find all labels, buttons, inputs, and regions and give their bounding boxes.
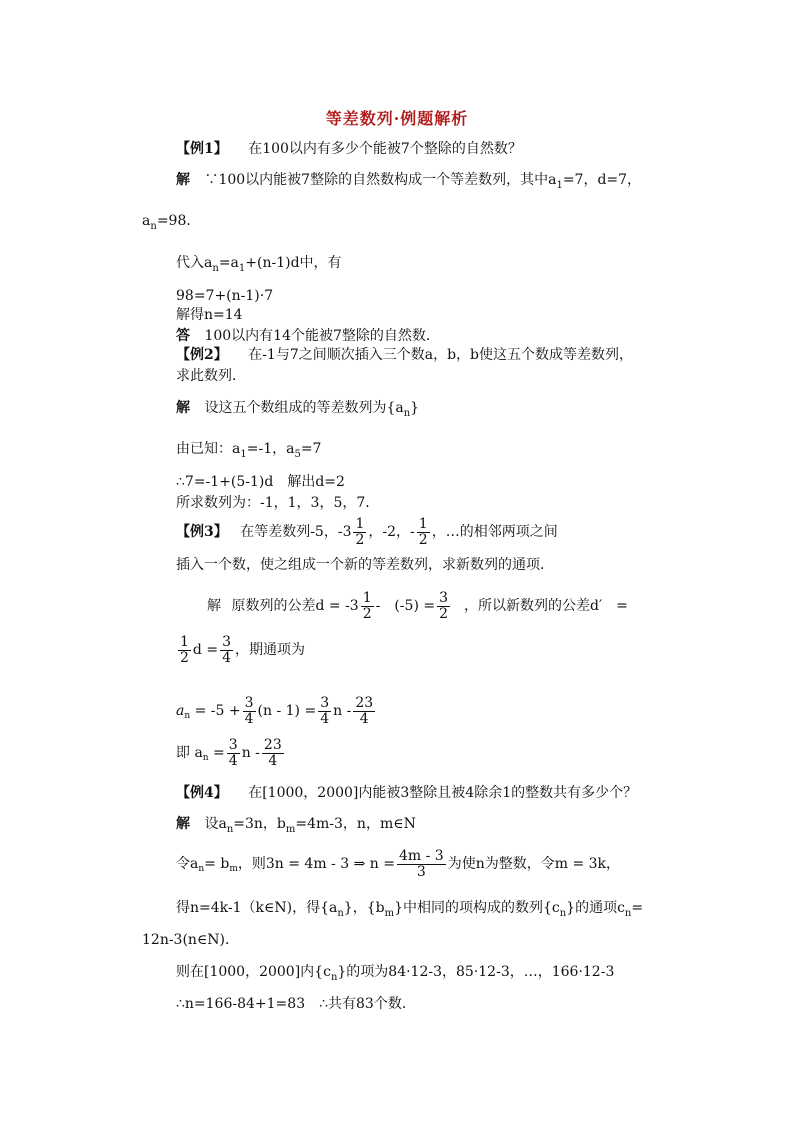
example-4-solution-line2: 令$a_n= b_m$，则3n = 4m - 3 ⇒ n = $\frac{4m - 3}{3}$ 为使n为整数，令m = 3k， [176,847,621,880]
fraction-twentythree-quarters: $\frac{23}{4}$ [355,694,374,727]
example-2-result: 所求数列为：-1，1，3，5，7． [176,495,380,511]
example-3-conclusion: 即 $a_n$ = $\frac{3}{4}$ n - $\frac{23}{4}$ [176,736,282,769]
fraction-three-quarters: $\frac{3}{4}$ [244,694,254,727]
fraction-twentythree-quarters: $\frac{23}{4}$ [263,736,282,769]
example-2-question: 【例2】 在-1与7之间顺次插入三个数a，b，b使这五个数成等差数列， [176,347,634,363]
example-3-tag: 【例3】 [176,524,228,540]
fraction-three-quarters: $\frac{3}{4}$ [222,633,231,666]
example-4-solution-line1: 解 设$a_n=3n$，$b_m=4m-3$，n，m∈N [176,816,416,835]
example-2-solution: 解 设这五个数组成的等差数列为$\{a_n\}$ [176,400,420,419]
example-2-question-line2: 求此数列． [176,368,246,384]
example-3-question: 【例3】 在等差数列-5，-3 $\frac{1}{2}$ ，-2，- $\frac{1}{2}$ ，…的相邻两项之间 [176,515,558,548]
example-4-solution-line5: 则在[1000，2000]内$\{c_n\}$的项为84·12-3，85·12-3，…，166·12-3 [176,964,615,983]
fraction-one-half: $\frac{1}{2}$ [418,515,428,548]
fraction-three-halves: $\frac{3}{2}$ [439,589,449,622]
example-4-solution-line3: 得n=4k-1（k∈N)，得$\{a_n\}$，$\{b_m\}$中相同的项构成的数列$\{c_n\}$的通项$c_n=$ [176,900,644,919]
fraction-three-quarters: $\frac{3}{4}$ [320,694,330,727]
fraction-one-half: $\frac{1}{2}$ [180,633,189,666]
example-2-tag: 【例2】 [176,347,228,363]
example-4-conclusion: ∴n=166-84+1=83 ∴共有83个数． [176,996,416,1012]
example-4-solution-line4: 12n-3(n∈N)． [142,932,240,948]
example-3-question-line2: 插入一个数，使之组成一个新的等差数列，求新数列的通项． [176,557,554,573]
example-1-solution-line2: $a_n=98$． [142,213,201,232]
page-title: 等差数列·例题解析 [325,109,469,128]
fraction-three-quarters: $\frac{3}{4}$ [228,736,238,769]
example-1-substitute: 代入$a_n=a_1+(n-1)d$中，有 [176,255,342,274]
example-1-question: 【例1】 在100以内有多少个能被7个整除的自然数？ [176,141,522,157]
example-3-solution-line2: $\frac{1}{2}$ d = $\frac{3}{4}$ ，期通项为 [180,633,305,666]
example-2-known: 由已知：$a_1=-1$，$a_5=7$ [176,441,322,460]
example-2-equation: ∴7=-1+(5-1)d 解出d=2 [176,474,345,490]
example-4-question: 【例4】 在[1000，2000]内能被3整除且被4除余1的整数共有多少个？ [176,785,638,801]
fraction-one-half: $\frac{1}{2}$ [355,515,365,548]
example-1-equation: 98=7+(n-1)·7 [176,288,274,304]
example-3-general-term: $a_n = -5$ + $\frac{3}{4}$ (n - 1) = $\frac{3}{4}$ n - $\frac{23}{4}$ [176,694,374,727]
example-4-tag: 【例4】 [176,785,228,801]
example-3-solution-line1: 解 原数列的公差d = -3 $\frac{1}{2}$ - (-5) = $\frac{3}{2}$ ，所以新数列的公差d′ = [207,589,628,622]
example-1-solution-line1: 解 ∵100以内能被7整除的自然数构成一个等差数列，其中$a_1=7$，d=7， [176,172,642,191]
fraction-4m-minus-3-over-3: $\frac{4m - 3}{3}$ [398,847,444,880]
fraction-one-half: $\frac{1}{2}$ [362,589,372,622]
example-1-tag: 【例1】 [176,141,228,157]
example-1-answer: 答 100以内有14个能被7整除的自然数． [176,328,440,344]
example-1-solve: 解得n=14 [176,307,243,323]
